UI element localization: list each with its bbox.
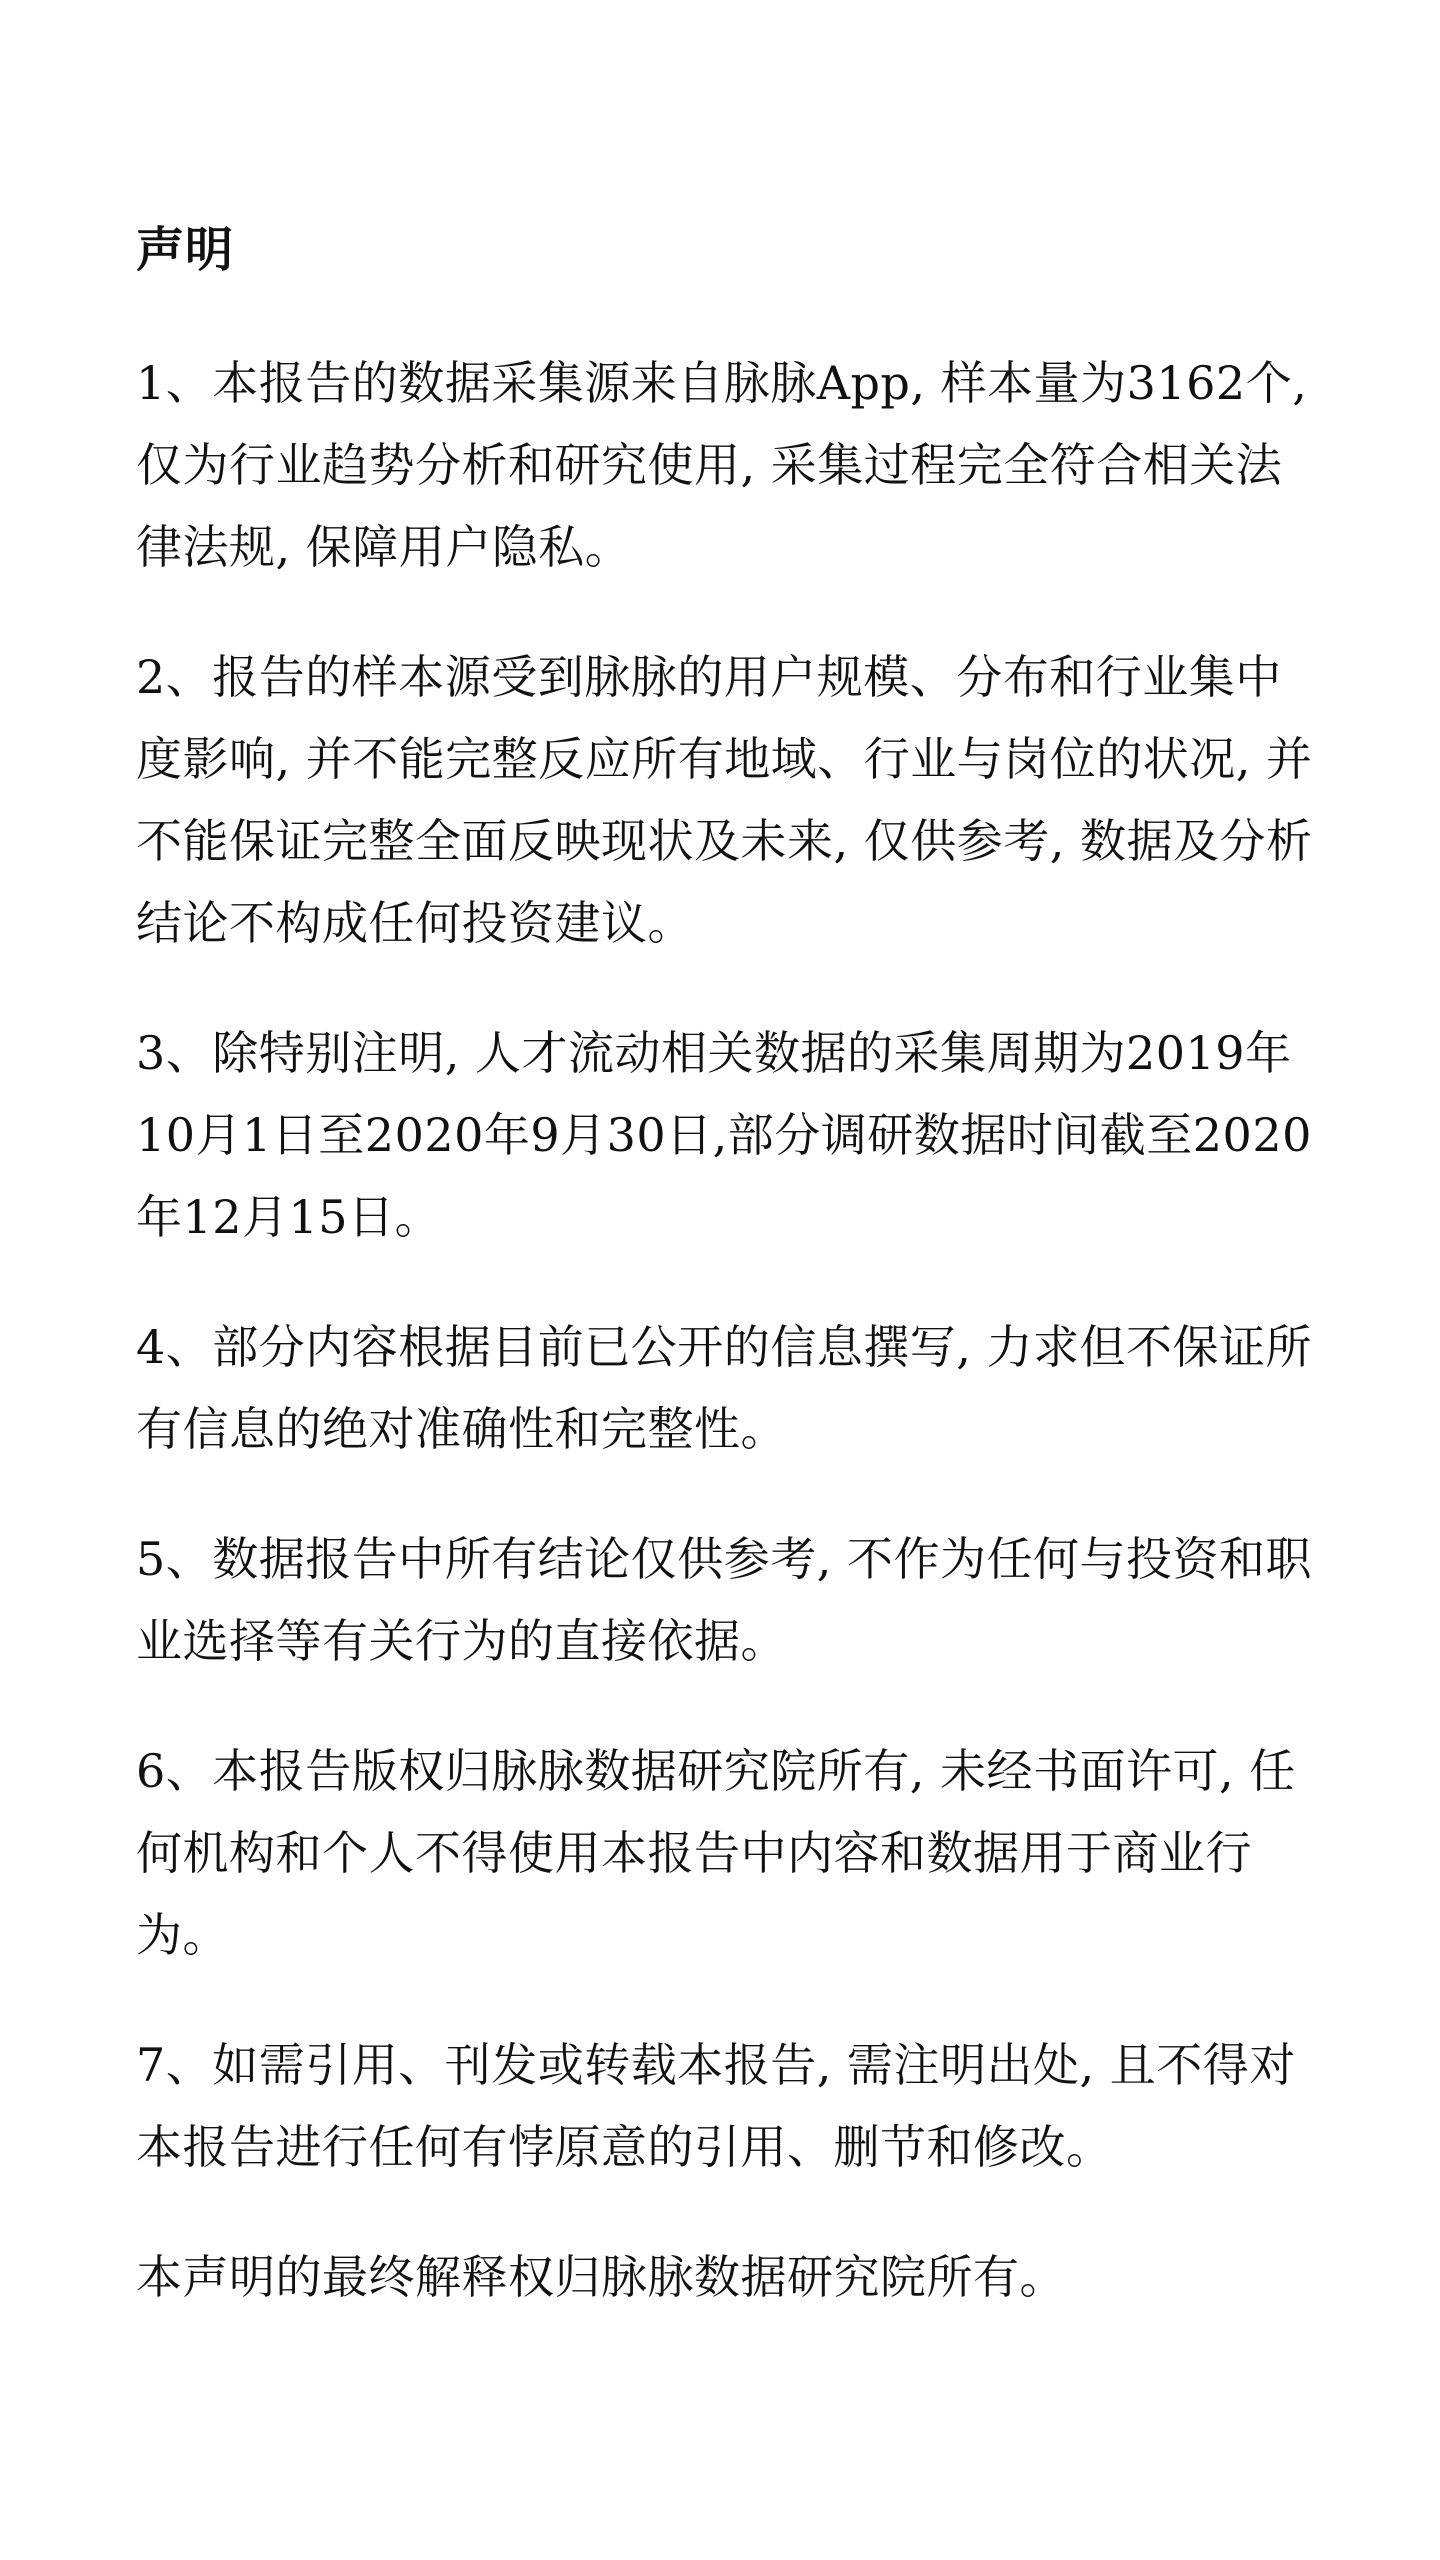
- disclaimer-item-7: 7、如需引用、刊发或转载本报告, 需注明出处, 且不得对本报告进行任何有悖原意的引用、删节和修改。: [136, 2038, 1296, 2174]
- disclaimer-item-6: 6、本报告版权归脉脉数据研究院所有, 未经书面许可, 任何机构和个人不得使用本报告中内容和数据用于商业行为。: [136, 1744, 1296, 1962]
- disclaimer-item-3: 3、除特别注明, 人才流动相关数据的采集周期为2019年10月1日至2020年9月30日,部分调研数据时间截至2020年12月15日。: [136, 1026, 1312, 1244]
- page-title: 声明: [136, 222, 235, 278]
- closing-statement: 本声明的最终解释权归脉脉数据研究院所有。: [136, 2250, 1066, 2304]
- disclaimer-item-2: 2、报告的样本源受到脉脉的用户规模、分布和行业集中度影响, 并不能完整反应所有地域、行业与岗位的状况, 并不能保证完整全面反映现状及未来, 仅供参考, 数据及分析结论不构成任何投资建议。: [136, 650, 1313, 950]
- disclaimer-item-4: 4、部分内容根据目前已公开的信息撰写, 力求但不保证所有信息的绝对准确性和完整性。: [136, 1320, 1313, 1456]
- disclaimer-item-5: 5、数据报告中所有结论仅供参考, 不作为任何与投资和职业选择等有关行为的直接依据。: [136, 1532, 1313, 1668]
- disclaimer-item-1: 1、本报告的数据采集源来自脉脉App, 样本量为3162个, 仅为行业趋势分析和研究使用, 采集过程完全符合相关法律法规, 保障用户隐私。: [136, 356, 1308, 574]
